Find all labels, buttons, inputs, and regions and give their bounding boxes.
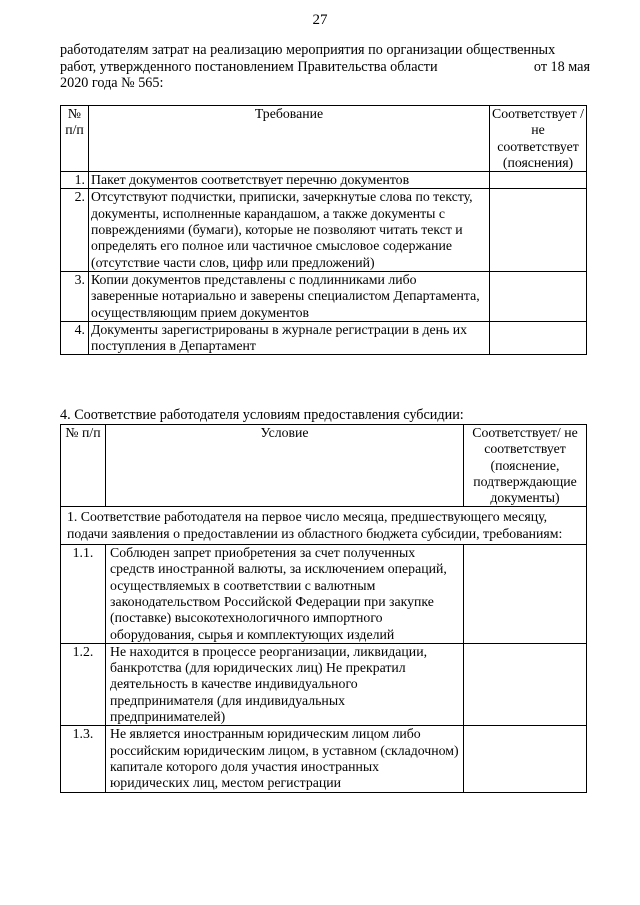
row-num: 2. [61,189,89,271]
row-compliance-cell [490,271,587,321]
row-compliance-cell [464,545,587,644]
table-row [61,643,587,725]
header-compliance: Соответствует /не соответствует (пояснения) [490,106,587,172]
row-text: Не является иностранным юридическим лицом либо российским юридическим лицом, в уставном (складочном) капитале которого доля участия иностранных юридических лиц, местом регистрации [106,726,464,792]
header-num: № п/п [61,106,89,172]
table-header-row [61,106,587,172]
row-text: Не находится в процессе реорганизации, ликвидации, банкротства (для юридических лиц) Не прекратил деятельность в качестве индивидуального предпринимателя (для индивидуальных предпринимателей) [106,643,464,725]
header-num: № п/п [61,425,106,507]
row-num: 4. [61,321,89,355]
page-number: 27 [312,12,328,28]
row-compliance-cell [490,172,587,189]
intro-line-3: 2020 года № 565: [60,75,164,91]
header-requirement: Требование [89,106,490,172]
row-text: Отсутствуют подчистки, приписки, зачеркнутые слова по тексту, документы, исполненные карандашом, а также документы с повреждениями (бумаги), которые не позволяют читать текст и определять его полное или частичное смысловое содержание (отсутствие части слов, цифр или предложений) [89,189,490,271]
row-num: 3. [61,271,89,321]
header-condition: Условие [106,425,464,507]
header-compliance: Соответствует/ не соответствует (пояснение, подтверждающие документы) [464,425,587,507]
row-num: 1.3. [61,726,106,792]
intro-line-1: работодателям затрат на реализацию мероприятия по организации общественных [60,42,556,58]
row-text: Документы зарегистрированы в журнале регистрации в день их поступления в Департамент [89,321,490,355]
conditions-table [60,424,587,793]
subheader-text: 1. Соответствие работодателя на первое число месяца, предшествующего месяцу, подачи заявления о предоставлении из областного бюджета субсидии, требованиям: [61,507,587,545]
row-compliance-cell [464,643,587,725]
table-header-row [61,425,587,507]
intro-line-2-left: работ, утвержденного постановлением Правительства области [60,58,438,75]
intro-line-2-right: от 18 мая [533,58,590,75]
table-row [61,726,587,792]
table-row [61,189,587,271]
table-row [61,271,587,321]
row-num: 1.1. [61,545,106,644]
row-text: Копии документов представлены с подлинниками либо заверенные нотариально и заверены специалистом Департамента, осуществляющим прием документов [89,271,490,321]
row-text: Соблюден запрет приобретения за счет полученных средств иностранной валюты, за исключением операций, осуществляемых в соответствии с валютным законодательством Российской Федерации при закупке (поставке) высокотехнологичного импортного оборудования, сырья и комплектующих изделий [106,545,464,644]
row-num: 1. [61,172,89,189]
table-row [61,321,587,355]
row-compliance-cell [490,321,587,355]
section-4-title: 4. Соответствие работодателя условиям предоставления субсидии: [60,407,464,423]
intro-paragraph [60,42,590,92]
intro-line-2 [60,59,590,76]
table-row [61,545,587,644]
row-compliance-cell [490,189,587,271]
row-compliance-cell [464,726,587,792]
row-text: Пакет документов соответствует перечню документов [89,172,490,189]
table-row [61,172,587,189]
row-num: 1.2. [61,643,106,725]
requirements-table [60,105,587,355]
subheader-row [61,507,587,545]
